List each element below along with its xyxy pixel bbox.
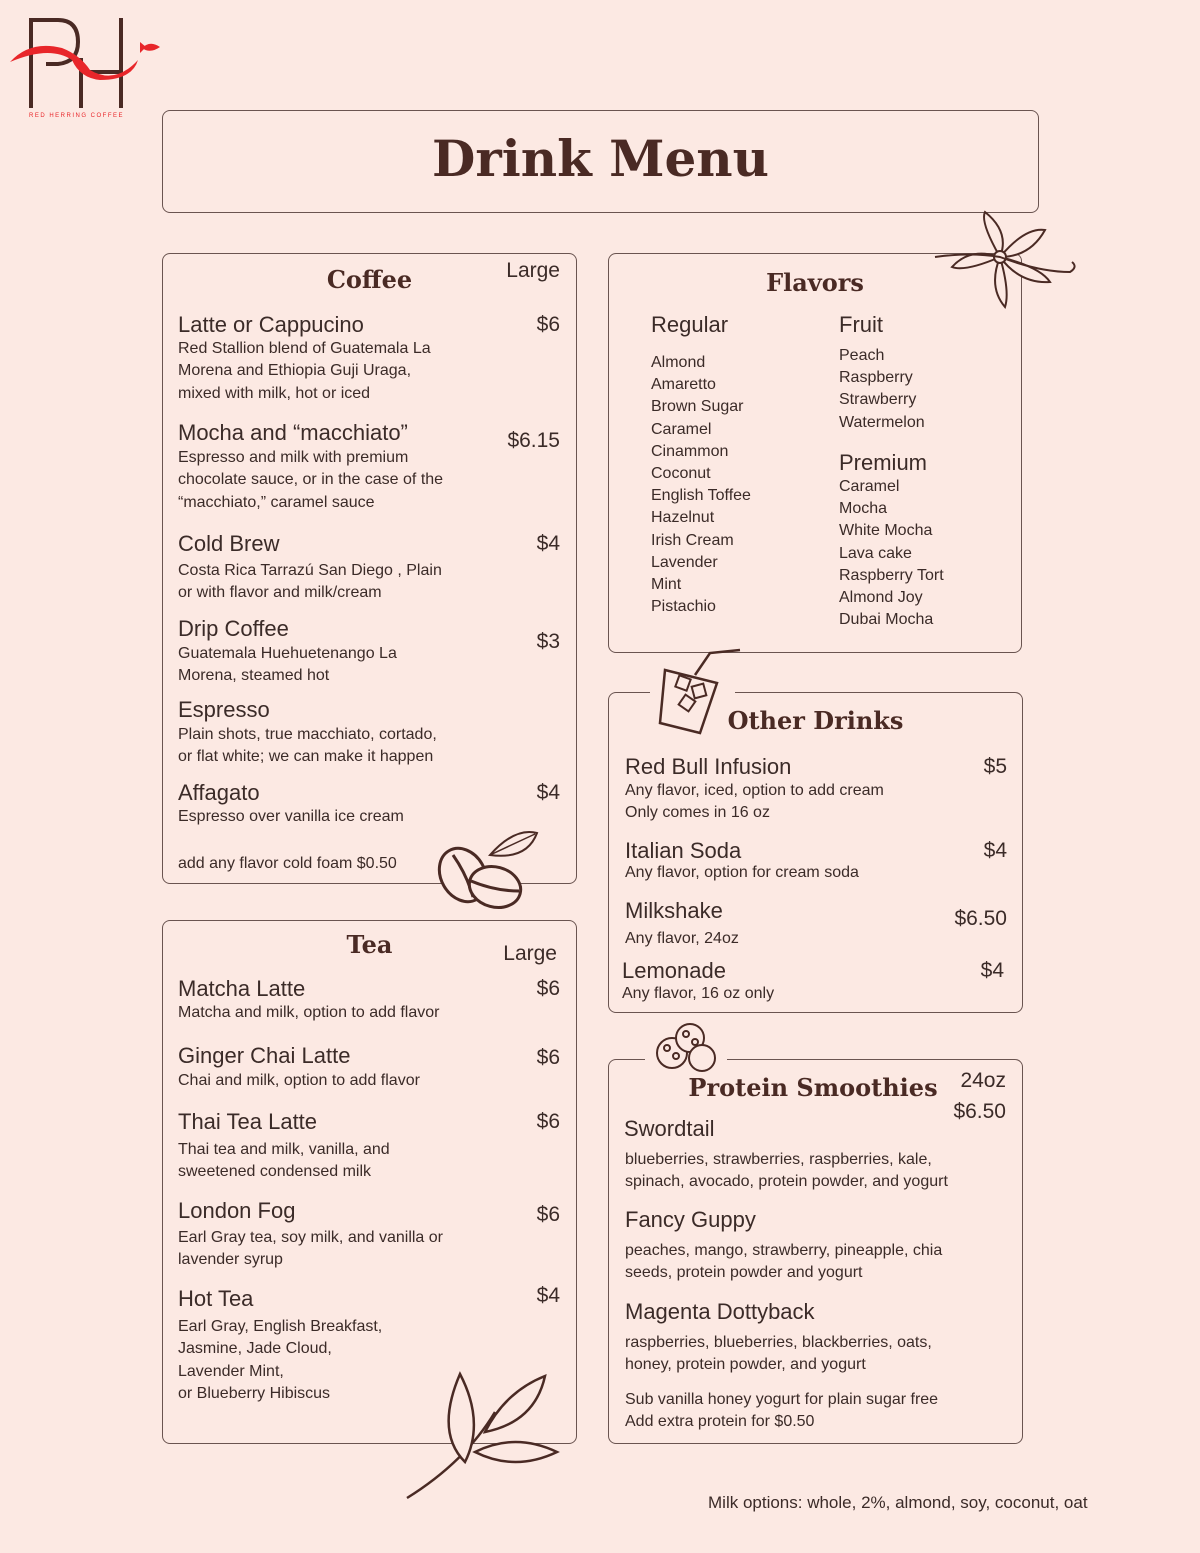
tea-item-price: $6 [536, 1110, 560, 1133]
smoothies-note: Sub vanilla honey yogurt for plain sugar free Add extra protein for $0.50 [625, 1391, 939, 1431]
flavor-item: Lava cake [839, 544, 912, 562]
tea-size-label: Large [503, 942, 557, 965]
other-item-name: Milkshake [625, 898, 723, 923]
coffee-item-desc: Plain shots, true macchiato, cortado, or flat white; we can make it happen [178, 726, 437, 766]
tea-item-name: Matcha Latte [178, 976, 306, 1001]
smoothies-size-label: 24oz [960, 1069, 1006, 1092]
other-item-name: Red Bull Infusion [625, 754, 792, 779]
flavor-item: Brown Sugar [651, 398, 744, 416]
logo [0, 0, 170, 125]
other-item-name: Italian Soda [625, 838, 742, 863]
other-item-price: $5 [983, 755, 1007, 778]
flavor-item: Hazelnut [651, 509, 715, 527]
flavors-regular-label: Regular [651, 312, 729, 337]
coffee-item-price: $4 [536, 532, 560, 555]
flavors-premium-list [839, 476, 944, 631]
flavor-item: English Toffee [651, 487, 751, 505]
coffee-item-name: Latte or Cappucino [178, 312, 364, 337]
coffee-item-price: $3 [536, 630, 560, 653]
coffee-item-name: Mocha and “macchiato” [178, 420, 408, 445]
flavors-fruit-label: Fruit [839, 312, 883, 337]
flavor-item: Watermelon [839, 413, 925, 431]
flavor-item: Caramel [839, 478, 900, 495]
flavor-item: Almond [651, 354, 706, 371]
other-item-price: $4 [983, 839, 1007, 862]
tea-item-name: Thai Tea Latte [178, 1109, 318, 1134]
coffee-item-price: $6.15 [507, 429, 560, 452]
flavor-item: Pistachio [651, 598, 716, 616]
flavors-fruit-list [839, 345, 925, 434]
tea-item-price: $6 [536, 977, 560, 1000]
flavor-item: Raspberry [839, 369, 913, 387]
flavors-premium-label: Premium [839, 450, 928, 475]
flavor-item: Strawberry [839, 391, 917, 409]
coffee-item-desc: Espresso over vanilla ice cream [178, 808, 404, 825]
coffee-item-name: Affagato [178, 780, 260, 805]
smoothie-item-name: Magenta Dottyback [625, 1299, 815, 1324]
coffee-item-desc: Red Stallion blend of Guatemala La Morena and Ethiopia Guji Uraga, mixed with milk, hot or iced [178, 340, 431, 402]
logo-monogram-icon [0, 0, 170, 120]
other-item-price: $4 [980, 959, 1004, 982]
smoothie-item-name: Fancy Guppy [625, 1207, 756, 1232]
flavor-item: Cinammon [651, 442, 729, 460]
title-box [162, 110, 1039, 213]
flavor-item: Peach [839, 347, 885, 364]
coffee-item-name: Cold Brew [178, 531, 280, 556]
tea-item-name: Hot Tea [178, 1286, 254, 1311]
flavor-item: Irish Cream [651, 531, 734, 549]
other-item-desc: Any flavor, 24oz [625, 930, 739, 947]
tea-item-price: $4 [536, 1284, 560, 1307]
smoothies-price: $6.50 [953, 1100, 1006, 1123]
tea-item-price: $6 [536, 1203, 560, 1226]
flavors-regular-list [651, 352, 751, 618]
flavor-item: Mint [651, 576, 682, 594]
coffee-item-name: Espresso [178, 697, 270, 722]
coffee-beans-icon [435, 825, 545, 915]
flavor-item: Coconut [651, 465, 711, 483]
tea-item-name: London Fog [178, 1198, 296, 1223]
page-title: Drink Menu [432, 129, 769, 188]
other-item-desc: Any flavor, option for cream soda [625, 864, 859, 881]
flavor-item: Mocha [839, 500, 888, 518]
tea-item-desc: Chai and milk, option to add flavor [178, 1072, 420, 1089]
other-item-desc: Any flavor, iced, option to add cream Only comes in 16 oz [625, 782, 884, 822]
coffee-item-name: Drip Coffee [178, 616, 289, 641]
smoothie-item-name: Swordtail [624, 1116, 715, 1141]
tea-item-desc: Thai tea and milk, vanilla, and sweetened condensed milk [178, 1141, 390, 1181]
logo-text: RED HERRING COFFEE [29, 113, 125, 119]
coffee-size-label: Large [506, 259, 560, 282]
other-item-desc: Any flavor, 16 oz only [622, 985, 775, 1002]
tea-item-desc: Matcha and milk, option to add flavor [178, 1004, 440, 1021]
coffee-heading: Coffee [326, 265, 413, 294]
other-item-name: Lemonade [622, 958, 726, 983]
flavor-item: Caramel [651, 420, 712, 438]
protein-smoothies-heading: Protein Smoothies [688, 1073, 938, 1102]
coffee-item-price: $6 [536, 313, 560, 336]
other-item-price: $6.50 [954, 907, 1007, 930]
flavor-item: White Mocha [839, 522, 933, 540]
smoothie-item-desc: peaches, mango, strawberry, pineapple, chia seeds, protein powder and yogurt [625, 1242, 943, 1282]
flavors-heading: Flavors [766, 268, 864, 297]
flavor-item: Almond Joy [839, 589, 923, 607]
tea-heading: Tea [346, 930, 393, 959]
flavor-item: Dubai Mocha [839, 611, 934, 629]
vanilla-flower-icon [930, 212, 1080, 312]
iced-drink-icon [655, 645, 745, 740]
coffee-item-desc: Costa Rica Tarrazú San Diego , Plain or with flavor and milk/cream [178, 562, 442, 602]
smoothie-item-desc: raspberries, blueberries, blackberries, oats, honey, protein powder, and yogurt [625, 1334, 932, 1374]
smoothie-item-desc: blueberries, strawberries, raspberries, kale, spinach, avocado, protein powder, and yogurt [625, 1151, 948, 1191]
tea-item-desc: Earl Gray, English Breakfast, Jasmine, Jade Cloud, Lavender Mint, or Blueberry Hibiscus [178, 1318, 383, 1402]
berries-icon [650, 1018, 720, 1078]
coffee-note: add any flavor cold foam $0.50 [178, 855, 397, 872]
milk-options-note: Milk options: whole, 2%, almond, soy, coconut, oat [708, 1493, 1088, 1512]
coffee-item-desc: Espresso and milk with premium chocolate sauce, or in the case of the “macchiato,” caramel sauce [178, 449, 444, 511]
other-drinks-heading: Other Drinks [727, 706, 904, 735]
tea-item-name: Ginger Chai Latte [178, 1043, 351, 1068]
coffee-item-price: $4 [536, 781, 560, 804]
coffee-item-desc: Guatemala Huehuetenango La Morena, steamed hot [178, 645, 397, 685]
tea-item-desc: Earl Gray tea, soy milk, and vanilla or lavender syrup [178, 1229, 443, 1269]
flavor-item: Raspberry Tort [839, 566, 944, 584]
tea-leaves-icon [405, 1372, 565, 1502]
flavor-item: Amaretto [651, 376, 716, 394]
tea-item-price: $6 [536, 1046, 560, 1069]
flavor-item: Lavender [651, 553, 718, 571]
